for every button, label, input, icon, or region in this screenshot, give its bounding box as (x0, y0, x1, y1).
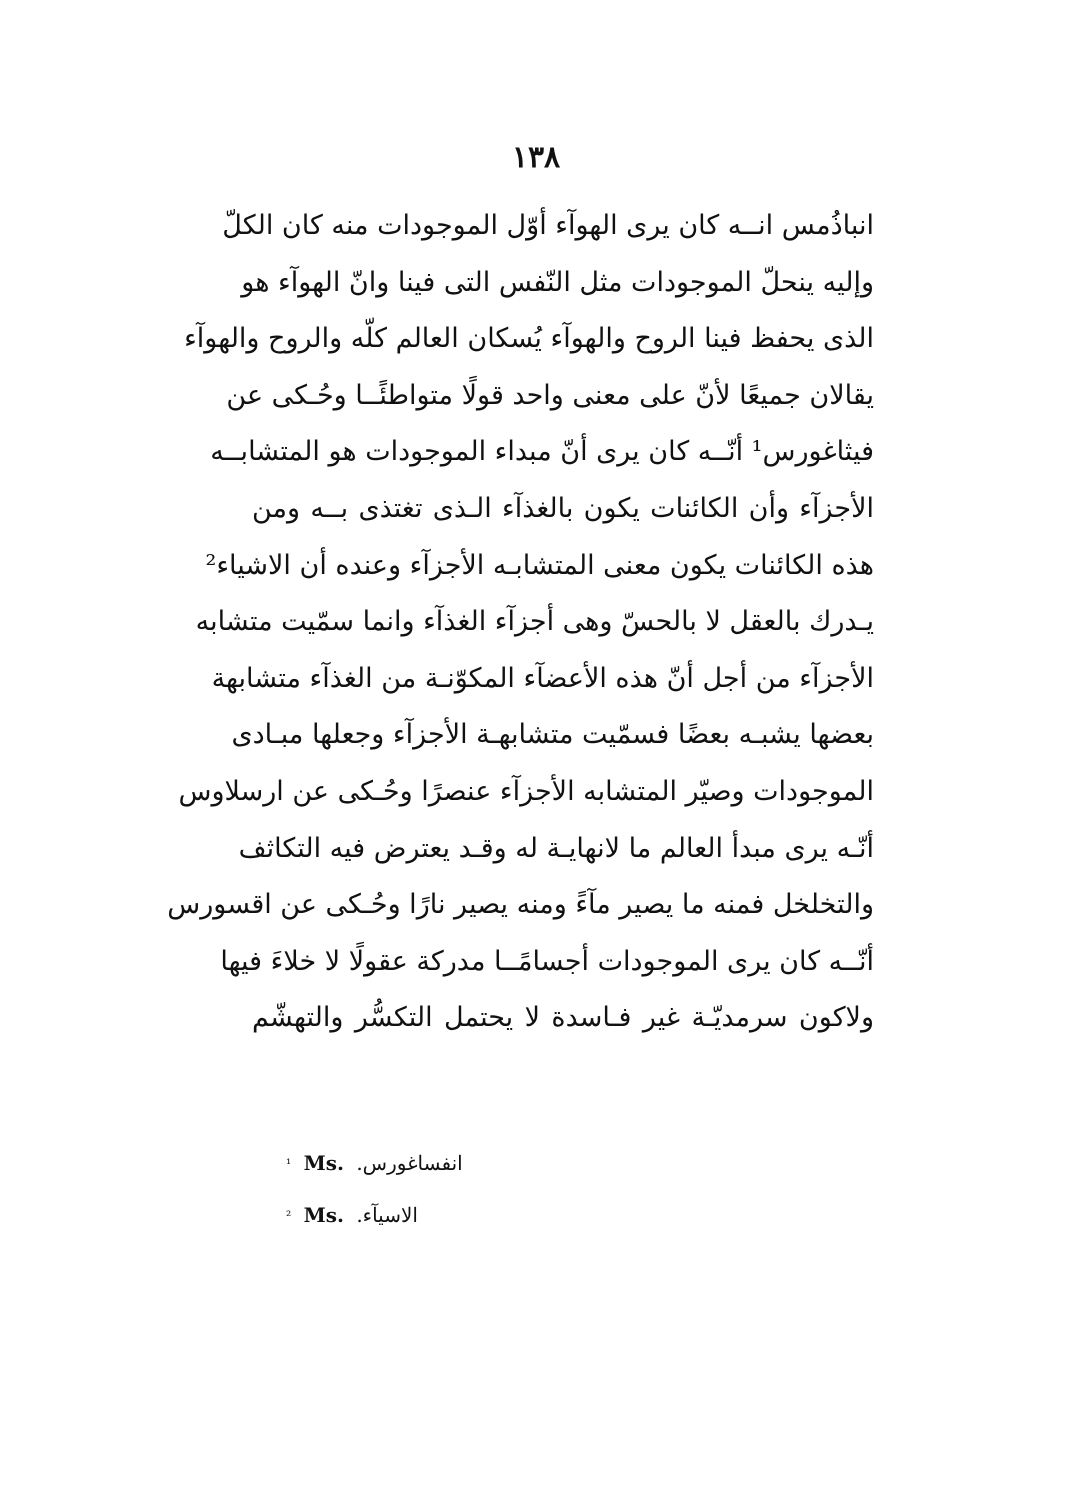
text-line: ولاكون سرمديّـة غير فـاسدة لا يحتمل التكسُّر والتهشّم (252, 1002, 874, 1034)
text-line: يقالان جميعًا لأنّ على معنى واحد قولًا متواطئًــا وحُـكى عن (226, 379, 874, 411)
text-line: أنّــه كان يرى الموجودات أجسامًــا مدركة عقولًا لا خلاءَ فيها (220, 945, 874, 977)
text-line: يـدرك بالعقل لا بالحسّ وهى أجزآء الغذآء وانما سمّيت متشابه (195, 606, 874, 638)
text-line: هذه الكائنات يكون معنى المتشابـه الأجزآء وعنده أن الاشياء² (205, 549, 874, 581)
footnote (286, 1200, 418, 1230)
footnote-ms-label: Ms. (303, 1203, 344, 1227)
text-line: وإليه ينحلّ الموجودات مثل النّفس التى فينا وانّ الهوآء هو (241, 266, 874, 298)
page-number: ١٣٨ (511, 140, 561, 175)
footnote-ms-label: Ms. (303, 1151, 344, 1175)
text-line: والتخلخل فمنه ما يصير مآءً ومنه يصير نارًا وحُـكى عن اقسورس (167, 889, 874, 921)
footnote-text: الاسيآء. (356, 1203, 418, 1227)
text-line: أنّـه يرى مبدأ العالم ما لانهايـة له وقـد يعترض فيه التكاثف (238, 832, 874, 864)
text-line: الذى يحفظ فينا الروح والهوآء يُسكان العالم كلّه والروح والهوآء (184, 323, 874, 355)
footnote (286, 1148, 463, 1178)
text-line: انباذُمس انــه كان يرى الهوآء أوّل الموجودات منه كان الكلّ (222, 210, 874, 241)
footnote-marker: ¹ (286, 1156, 292, 1172)
main-text (167, 198, 874, 1047)
footnote-text: انفساغورس. (356, 1151, 463, 1175)
text-line: بعضها يشبـه بعضًا فسمّيت متشابهـة الأجزآء وجعلها مبـادى (231, 719, 874, 751)
text-line: الأجزآء من أجل أنّ هذه الأعضآء المكوّنـة من الغذآء متشابهة (211, 662, 874, 694)
footnote-marker: ² (286, 1208, 292, 1224)
text-line: فيثاغورس¹ أنّــه كان يرى أنّ مبداء الموجودات هو المتشابــه (210, 436, 874, 468)
text-line: الموجودات وصيّر المتشابه الأجزآء عنصرًا وحُـكى عن ارسلاوس (178, 775, 874, 807)
text-line: الأجزآء وأن الكائنات يكون بالغذآء الـذى تغتذى بــه ومن (252, 492, 874, 524)
